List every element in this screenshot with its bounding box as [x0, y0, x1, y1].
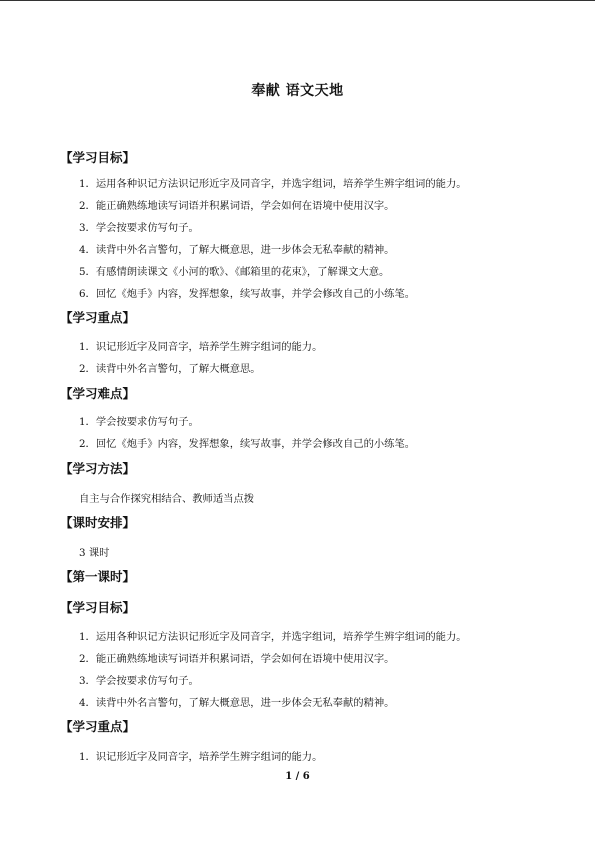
- section-heading-methods: 【学习方法】: [60, 461, 136, 476]
- list-item: 1．学会按要求仿写句子。: [79, 416, 199, 428]
- section-heading-key-points-2: 【学习重点】: [60, 719, 136, 734]
- list-item: 3．学会按要求仿写句子。: [79, 675, 199, 687]
- list-item: 6．回忆《炮手》内容，发挥想象，续写故事，并学会修改自己的小练笔。: [79, 288, 416, 300]
- section-heading-learning-goals-2: 【学习目标】: [60, 600, 136, 615]
- page-title: 奉献 语文天地: [251, 83, 344, 99]
- section-heading-key-points: 【学习重点】: [60, 310, 136, 325]
- page-top-rule: [0, 0, 595, 1]
- section-heading-learning-goals: 【学习目标】: [60, 150, 136, 165]
- section-heading-difficulties: 【学习难点】: [60, 386, 136, 401]
- body-text: 自主与合作探究相结合、教师适当点拨: [79, 493, 255, 505]
- section-heading-first-lesson: 【第一课时】: [60, 569, 136, 584]
- list-item: 5．有感情朗读课文《小河的歌》、《邮箱里的花束》，了解课文大意。: [79, 266, 390, 278]
- list-item: 1．识记形近字及同音字，培养学生辨字组词的能力。: [79, 751, 323, 763]
- list-item: 2．能正确熟练地读写词语并积累词语，学会如何在语境中使用汉字。: [79, 200, 395, 212]
- list-item: 4．读背中外名言警句，了解大概意思，进一步体会无私奉献的精神。: [79, 244, 395, 256]
- list-item: 2．能正确熟练地读写词语并积累词语，学会如何在语境中使用汉字。: [79, 653, 395, 665]
- list-item: 2．读背中外名言警句，了解大概意思。: [79, 363, 261, 375]
- page-number: 1 / 6: [285, 771, 310, 782]
- list-item: 2．回忆《炮手》内容，发挥想象，续写故事，并学会修改自己的小练笔。: [79, 438, 416, 450]
- list-item: 1．运用各种识记方法识记形近字及同音字，并选字组词，培养学生辨字组词的能力。: [79, 631, 467, 643]
- list-item: 1．运用各种识记方法识记形近字及同音字，并选字组词，培养学生辨字组词的能力。: [79, 178, 467, 190]
- list-item: 4．读背中外名言警句，了解大概意思，进一步体会无私奉献的精神。: [79, 697, 395, 709]
- section-heading-schedule: 【课时安排】: [60, 515, 136, 530]
- body-text: 3 课时: [79, 547, 110, 559]
- list-item: 1．识记形近字及同音字，培养学生辨字组词的能力。: [79, 341, 323, 353]
- list-item: 3．学会按要求仿写句子。: [79, 222, 199, 234]
